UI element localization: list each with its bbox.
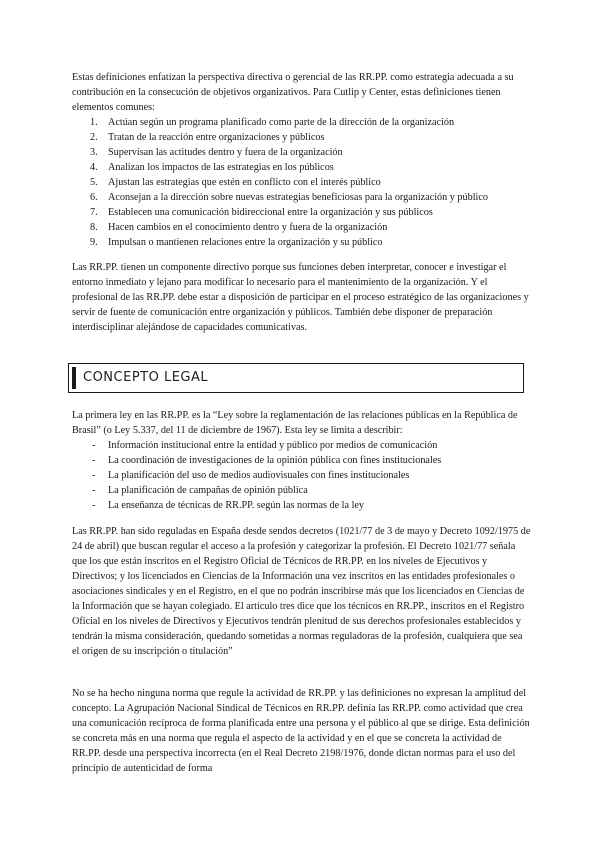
list-number: 2. [90,132,98,143]
list-item [72,145,532,160]
list-text: Tratan de la reacción entre organizaciones y públicos [108,132,325,143]
list-bullet: - [92,485,96,496]
paragraph-norms: No se ha hecho ninguna norma que regule la actividad de RR.PP. y las definiciones no expresan la amplitud del concepto. La Agrupación Nacional Sindical de Técnicos en RR.PP. definía las RR.PP. como actividad que crea una comunicación recíproca de forma planificada entre una persona y el público al que se dirige. Esta definición se concreta más en una norma que regula el aspecto de la actividad y en el que se concreta la actividad de RR.PP. desde una perspectiva incorrecta (en el Real Decreto 2198/1976, donde dictan normas para el uso del principio de autenticidad de forma [72,688,530,774]
list-item [72,453,532,468]
section-heading [68,363,524,393]
paragraph-directive: Las RR.PP. tienen un componente directivo porque sus funciones deben interpretar, conocer e investigar el entorno inmediato y lejano para modificar lo necesario para el mantenimiento de la organización. Y el profesional de las RR.PP. debe estar a disposición de participar en el proceso estratégico de las organizaciones y servir de fuente de comunicación entre organización y públicos. También debe disponer de preparación interdisciplinar alejándose de capacidades comunicativas. [72,262,529,333]
paragraph-spain-decrees: Las RR.PP. han sido reguladas en España desde sendos decretos (1021/77 de 3 de mayo y Decreto 1092/1975 de 24 de abril) que buscan regular el acceso a la profesión y categorizar la profesión. El Decreto 1021/77 señala que los que están inscritos en el Registro Oficial de Técnicos de RR.PP. en los niveles de Ejecutivos y Directivos; y los licenciados en Ciencias de la Información una vez inscritos en las entidades profesionales o asociaciones sindicales y en el Registro, en el que no podrán inscribirse más que los licenciados en Ciencias de la Información que se hayan colegiado. El artículo tres dice que los técnicos en RR.PP., inscritos en el Registro Oficial en los niveles de Directivos y Ejecutivos tendrán plenitud de sus derechos profesionales establecidos y tendrán la misma consideración, quedando sometidas a normas reguladoras de la profesión, cualquiera que sea el origen de su inscripción o titulación” [72,526,531,657]
section-directive [72,260,532,335]
numbered-list [72,115,532,250]
list-item [72,468,532,483]
list-text: Ajustan las estrategias que estén en conflicto con el interés público [108,177,381,188]
paragraph-brazil-law: La primera ley en las RR.PP. es la “Ley sobre la reglamentación de las relaciones públicas en la República de Brasil” (o Ley 5.337, del 11 de diciembre de 1967). Esta ley se limita a describir: [72,410,518,436]
list-item [72,115,532,130]
list-item [72,130,532,145]
list-item [72,175,532,190]
bullet-list [72,438,532,513]
list-number: 4. [90,162,98,173]
list-item [72,160,532,175]
list-item [72,235,532,250]
list-text: Actúan según un programa planificado como parte de la dirección de la organización [108,117,455,128]
list-number: 5. [90,177,98,188]
list-bullet: - [92,440,96,451]
list-text: La enseñanza de técnicas de RR.PP. según las normas de la ley [108,500,365,511]
list-text: La coordinación de investigaciones de la opinión pública con fines institucionales [108,455,442,466]
list-bullet: - [92,455,96,466]
list-number: 3. [90,147,98,158]
list-number: 8. [90,222,98,233]
list-bullet: - [92,470,96,481]
section-norms [72,686,532,776]
list-text: Aconsejan a la dirección sobre nuevas estrategias beneficiosas para la organización y público [108,192,488,203]
list-text: Supervisan las actitudes dentro y fuera de la organización [108,147,343,158]
list-number: 6. [90,192,98,203]
list-bullet: - [92,500,96,511]
list-text: Establecen una comunicación bidireccional entre la organización y sus públicos [108,207,433,218]
list-item [72,438,532,453]
heading-accent-bar [72,367,76,389]
list-item [72,220,532,235]
list-item [72,483,532,498]
list-text: Información institucional entre la entidad y público por medios de comunicación [108,440,438,451]
heading-title: CONCEPTO LEGAL [83,370,209,385]
list-item [72,190,532,205]
list-text: Impulsan o mantienen relaciones entre la organización y su público [108,237,383,248]
section-definitions [72,70,532,250]
list-text: La planificación del uso de medios audiovisuales con fines institucionales [108,470,410,481]
list-item [72,498,532,513]
list-text: Analizan los impactos de las estrategias en los públicos [108,162,334,173]
list-text: Hacen cambios en el conocimiento dentro y fuera de la organización [108,222,388,233]
list-number: 9. [90,237,98,248]
section-spain-decrees [72,524,532,659]
list-number: 1. [90,117,98,128]
section-legal [72,408,532,513]
paragraph-intro: Estas definiciones enfatizan la perspectiva directiva o gerencial de las RR.PP. como estrategia adecuada a su contribución en la consecución de objetivos organizativos. Para Cutlip y Center, estas definiciones tienen elementos comunes: [72,72,514,113]
list-item [72,205,532,220]
list-text: La planificación de campañas de opinión pública [108,485,308,496]
list-number: 7. [90,207,98,218]
